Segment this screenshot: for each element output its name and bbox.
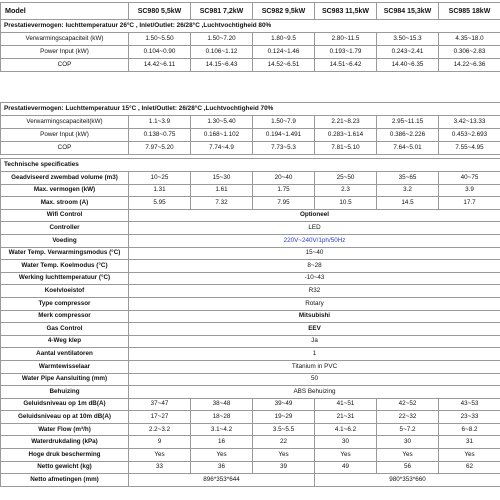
table-cell: 25~50	[315, 172, 377, 185]
table-cell: 7.73~5.3	[253, 142, 315, 155]
table-row	[1, 360, 500, 373]
table-row	[1, 436, 500, 449]
row-label: Controller	[1, 222, 129, 235]
row-label: COP	[1, 142, 129, 155]
table-cell: 1.1~3.9	[129, 116, 191, 129]
table-row	[1, 260, 500, 273]
table-cell: 0.124~1.46	[253, 46, 315, 59]
row-label: Behuizing	[1, 386, 129, 399]
heating-performance-table-26c	[0, 2, 500, 72]
section-title-row	[1, 159, 500, 172]
table-cell: 0.106~1.12	[191, 46, 253, 59]
model-name: SC980 5,5kW	[129, 3, 191, 20]
row-label: 4-Weg klep	[1, 335, 129, 348]
table-cell: 0.193~1.79	[315, 46, 377, 59]
row-label: Type compressor	[1, 297, 129, 310]
row-label: Netto afmetingen (mm)	[1, 474, 129, 487]
table-cell-span: 220V~240V/1ph/50Hz	[129, 234, 500, 247]
table-cell-span: Optioneel	[129, 209, 500, 222]
table-cell-span: R32	[129, 285, 500, 298]
row-label: COP	[1, 59, 129, 72]
table-cell: 10~25	[129, 172, 191, 185]
table-cell: 1.80~9.5	[253, 33, 315, 46]
row-label: Wifi Control	[1, 209, 129, 222]
table-row	[1, 297, 500, 310]
table-cell: 0.194~1.491	[253, 129, 315, 142]
table-cell: 3.42~13.33	[439, 116, 500, 129]
table-cell: 49	[315, 461, 377, 474]
table-cell: 14.22~6.36	[439, 59, 500, 72]
table-row	[1, 209, 500, 222]
table-cell-span: 1	[129, 348, 500, 361]
table-cell: 0.306~2.83	[439, 46, 500, 59]
table-cell: 18~28	[191, 411, 253, 424]
table-cell: 17~27	[129, 411, 191, 424]
table-cell: 14.40~6.35	[377, 59, 439, 72]
table-cell: Yes	[315, 449, 377, 462]
table-row	[1, 234, 500, 247]
row-label: Verwarmingscapaciteit(kW)	[1, 116, 129, 129]
table-cell: 6~8.2	[439, 423, 500, 436]
table-cell: 0.168~1.102	[191, 129, 253, 142]
table-cell: 7.32	[191, 197, 253, 210]
row-label: Koelvloeistof	[1, 285, 129, 298]
table-row	[1, 197, 500, 210]
table-cell: 31	[439, 436, 500, 449]
table-row	[1, 59, 500, 72]
table-cell-span: 50	[129, 373, 500, 386]
table-cell: 7.64~5.01	[377, 142, 439, 155]
row-label: Max. vermogen (kW)	[1, 184, 129, 197]
section-title-row	[1, 20, 500, 33]
table-row	[1, 116, 500, 129]
model-label: Model	[1, 3, 129, 20]
section-title: Technische specificaties	[1, 159, 500, 172]
table-row	[1, 323, 500, 336]
table-cell: 56	[377, 461, 439, 474]
model-name: SC982 9,5kW	[253, 3, 315, 20]
table-cell: 1.75	[253, 184, 315, 197]
table-cell: 10.5	[315, 197, 377, 210]
table-cell: Yes	[129, 449, 191, 462]
table-cell-span: Rotary	[129, 297, 500, 310]
table-cell: 0.138~0.75	[129, 129, 191, 142]
table-cell: 41~51	[315, 398, 377, 411]
table-row	[1, 33, 500, 46]
table-cell: 5~7.2	[377, 423, 439, 436]
table-cell: 1.50~7.9	[253, 116, 315, 129]
table-cell: 4.1~6.2	[315, 423, 377, 436]
row-label: Power Input (kW)	[1, 129, 129, 142]
table-cell: 3.1~4.2	[191, 423, 253, 436]
row-label: Warmtewisselaar	[1, 360, 129, 373]
table-cell: 14.15~6.43	[191, 59, 253, 72]
table-cell: 30	[315, 436, 377, 449]
table-cell: 38~48	[191, 398, 253, 411]
table-cell: 36	[191, 461, 253, 474]
row-label: Geluidsniveau op at 10m dB(A)	[1, 411, 129, 424]
row-label: Water Temp. Koelmodus (°C)	[1, 260, 129, 273]
table-cell: 39~49	[253, 398, 315, 411]
table-cell-span: ABS Behuizing	[129, 386, 500, 399]
table-cell: 62	[439, 461, 500, 474]
table-row	[1, 373, 500, 386]
table-cell: 33	[129, 461, 191, 474]
table-cell: 7.95	[253, 197, 315, 210]
table-row	[1, 247, 500, 260]
row-label: Netto gewicht (kg)	[1, 461, 129, 474]
table-cell: 2.21~8.23	[315, 116, 377, 129]
row-label: Werking luchttemperatuur (°C)	[1, 272, 129, 285]
table-cell: 21~31	[315, 411, 377, 424]
table-cell: 20~40	[253, 172, 315, 185]
table-cell-span: 896*353*644	[129, 474, 315, 487]
row-label: Hoge druk bescherming	[1, 449, 129, 462]
table-cell: 14.52~6.51	[253, 59, 315, 72]
row-label: Geluidsniveau op 1m dB(A)	[1, 398, 129, 411]
table-cell: 19~29	[253, 411, 315, 424]
table-cell: Yes	[191, 449, 253, 462]
model-name: SC981 7,2kW	[191, 3, 253, 20]
table-cell: 43~53	[439, 398, 500, 411]
table-cell: 0.243~2.41	[377, 46, 439, 59]
table-cell: 0.386~2.226	[377, 129, 439, 142]
table-cell: 3.9	[439, 184, 500, 197]
table-cell: 2.3	[315, 184, 377, 197]
table-cell: 3.2	[377, 184, 439, 197]
table-cell-span: 8~28	[129, 260, 500, 273]
table-cell-span: 15~40	[129, 247, 500, 260]
table-cell: 42~52	[377, 398, 439, 411]
table-cell: 40~75	[439, 172, 500, 185]
table-cell: 22~32	[377, 411, 439, 424]
table-cell: 14.51~6.42	[315, 59, 377, 72]
table-row	[1, 222, 500, 235]
table-cell-span: Mitsubishi	[129, 310, 500, 323]
table-cell: 7.81~5.10	[315, 142, 377, 155]
row-label: Waterdrukdaling (kPa)	[1, 436, 129, 449]
table-cell: 1.50~5.50	[129, 33, 191, 46]
table-cell: 15~30	[191, 172, 253, 185]
table-cell: 0.453~2.693	[439, 129, 500, 142]
table-cell: Yes	[253, 449, 315, 462]
table-row	[1, 285, 500, 298]
table-cell: 9	[129, 436, 191, 449]
table-cell: 22	[253, 436, 315, 449]
technical-specs-table	[0, 158, 500, 487]
row-label: Geadviseerd zwembad volume (m3)	[1, 172, 129, 185]
table-row	[1, 184, 500, 197]
table-cell: Yes	[439, 449, 500, 462]
table-cell: 3.5~5.5	[253, 423, 315, 436]
table-cell: 7.55~4.95	[439, 142, 500, 155]
table-row	[1, 474, 500, 487]
table-cell: 4.35~18.0	[439, 33, 500, 46]
row-label: Water Pipe Aansluiting (mm)	[1, 373, 129, 386]
row-label: Voeding	[1, 234, 129, 247]
model-name: SC983 11,5kW	[315, 3, 377, 20]
table-row	[1, 142, 500, 155]
table-cell-span: EEV	[129, 323, 500, 336]
model-name: SC984 15,3kW	[377, 3, 439, 20]
row-label: Merk compressor	[1, 310, 129, 323]
table-row	[1, 129, 500, 142]
row-label: Aantal ventilatoren	[1, 348, 129, 361]
model-name: SC985 18kW	[439, 3, 500, 20]
table-cell: 37~47	[129, 398, 191, 411]
row-label: Gas Control	[1, 323, 129, 336]
table-cell-span: -10~43	[129, 272, 500, 285]
row-label: Max. stroom (A)	[1, 197, 129, 210]
section-title-row	[1, 103, 500, 116]
table-row	[1, 449, 500, 462]
table-cell-span: 980*353*660	[315, 474, 500, 487]
section-title: Prestatievermogen: Luchttemperatuur 15°C , Inlet/Outlet: 26/28°C ,Luchtvochtigheid 70%	[1, 103, 500, 116]
heating-performance-table-15c	[0, 102, 500, 155]
row-label: Water Temp. Verwarmingsmodus (°C)	[1, 247, 129, 260]
table-row	[1, 398, 500, 411]
table-cell: 1.30~5.40	[191, 116, 253, 129]
table-cell: 16	[191, 436, 253, 449]
table-cell: 2.95~11.15	[377, 116, 439, 129]
table-cell: 17.7	[439, 197, 500, 210]
table-cell-span: Ja	[129, 335, 500, 348]
table-row	[1, 272, 500, 285]
table-cell: 1.61	[191, 184, 253, 197]
table-cell: 35~65	[377, 172, 439, 185]
table-cell: 3.50~15.3	[377, 33, 439, 46]
model-header-row	[1, 3, 500, 20]
table-cell: 0.283~1.614	[315, 129, 377, 142]
table-cell: 5.95	[129, 197, 191, 210]
table-cell: 2.2~3.2	[129, 423, 191, 436]
table-cell: 2.80~11.5	[315, 33, 377, 46]
table-cell: 0.104~0.90	[129, 46, 191, 59]
row-label: Water Flow (m³/h)	[1, 423, 129, 436]
table-cell: 14.42~6.11	[129, 59, 191, 72]
table-row	[1, 310, 500, 323]
table-cell-span: LED	[129, 222, 500, 235]
table-cell: 7.97~5.20	[129, 142, 191, 155]
table-cell: 30	[377, 436, 439, 449]
row-label: Verwarmingscapaciteit (kW)	[1, 33, 129, 46]
section-title: Prestatievermogen: luchttemperatuur 26°C , Inlet/Outlet: 26/28°C ,Luchtvochtigheid 80%	[1, 20, 500, 33]
table-row	[1, 411, 500, 424]
row-label: Power Input (kW)	[1, 46, 129, 59]
table-cell: 14.5	[377, 197, 439, 210]
table-row	[1, 423, 500, 436]
table-row	[1, 461, 500, 474]
table-cell-span: Titanium in PVC	[129, 360, 500, 373]
table-row	[1, 335, 500, 348]
table-cell: 1.31	[129, 184, 191, 197]
table-cell: 23~33	[439, 411, 500, 424]
table-row	[1, 46, 500, 59]
table-cell: Yes	[377, 449, 439, 462]
table-row	[1, 348, 500, 361]
table-cell: 39	[253, 461, 315, 474]
table-cell: 7.74~4.9	[191, 142, 253, 155]
table-row	[1, 172, 500, 185]
table-row	[1, 386, 500, 399]
table-cell: 1.50~7.20	[191, 33, 253, 46]
